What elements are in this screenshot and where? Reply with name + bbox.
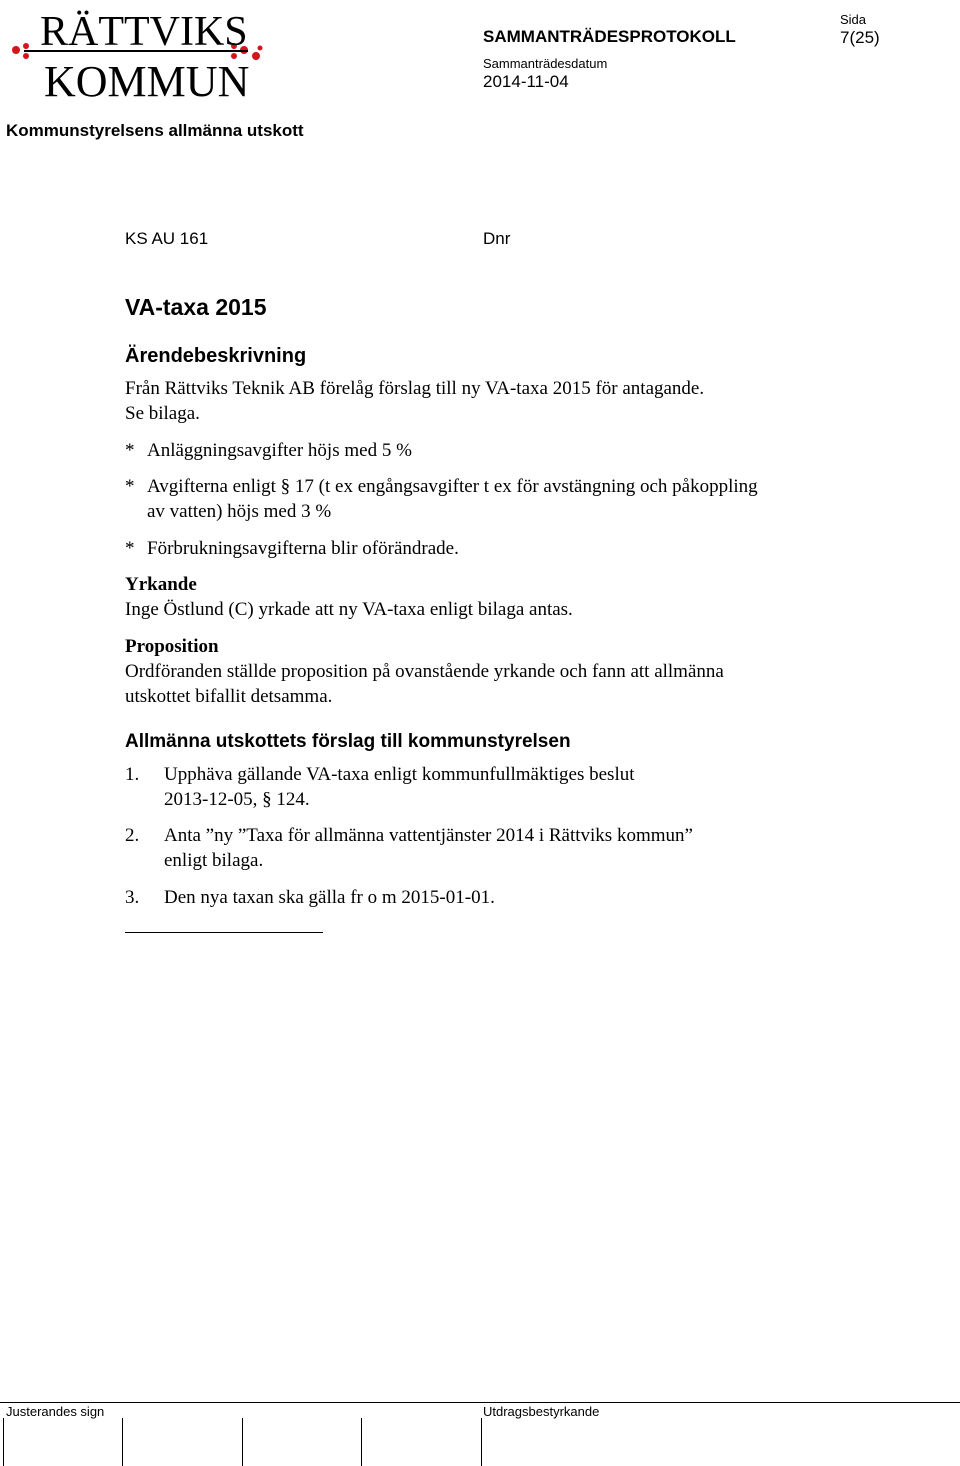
bullet-text: Förbrukningsavgifterna blir oförändrade.	[147, 538, 459, 559]
case-id: KS AU 161	[125, 229, 209, 248]
committee-name: Kommunstyrelsens allmänna utskott	[6, 121, 304, 140]
section-end-rule	[125, 932, 323, 933]
proposal-heading: Allmänna utskottets förslag till kommunstyrelsen	[125, 731, 571, 752]
bullet-item	[125, 438, 825, 463]
proposition-text: Ordföranden ställde proposition på ovanstående yrkande och fann att allmänna utskottet bifallit detsamma.	[125, 661, 724, 707]
bullet-marker: *	[125, 440, 135, 461]
dnr-label: Dnr	[483, 229, 511, 248]
proposal-item-number: 1.	[125, 764, 140, 785]
description-heading: Ärendebeskrivning	[125, 345, 307, 367]
page-number: 7(25)	[840, 28, 880, 47]
page-label: Sida	[840, 12, 867, 27]
bullet-marker: *	[125, 538, 135, 559]
signature-label: Justerandes sign	[6, 1404, 105, 1419]
description-line-1: Från Rättviks Teknik AB förelåg förslag till ny VA-taxa 2015 för antagande.	[125, 378, 705, 399]
proposal-item-text: Anta ”ny ”Taxa för allmänna vattentjänster 2014 i Rättviks kommun” enligt bilaga.	[164, 825, 693, 871]
bullet-marker: *	[125, 476, 135, 497]
yrkande-text: Inge Östlund (C) yrkade att ny VA-taxa enligt bilaga antas.	[125, 599, 573, 620]
signature-box-divider	[122, 1418, 123, 1466]
proposal-item	[125, 885, 825, 910]
logo-text-bottom: KOMMUN	[44, 57, 250, 100]
proposal-item-text: Den nya taxan ska gälla fr o m 2015-01-01.	[164, 887, 495, 908]
extract-certification-label: Utdragsbestyrkande	[483, 1404, 600, 1419]
bullet-text: Anläggningsavgifter höjs med 5 %	[147, 440, 412, 461]
proposal-item-number: 3.	[125, 887, 140, 908]
meeting-date: 2014-11-04	[483, 72, 569, 91]
bullet-item	[125, 536, 825, 561]
description-line-2: Se bilaga.	[125, 403, 200, 424]
bullet-text: Avgifterna enligt § 17 (t ex engångsavgifter t ex för avstängning och påkoppling av vatten) höjs med 3 %	[147, 476, 758, 522]
proposal-item	[125, 823, 825, 873]
proposal-item-number: 2.	[125, 825, 140, 846]
signature-box-divider	[361, 1418, 362, 1466]
footer-divider	[0, 1402, 960, 1403]
municipality-logo	[4, 4, 268, 100]
case-title: VA-taxa 2015	[125, 294, 267, 320]
proposal-item-text: Upphäva gällande VA-taxa enligt kommunfullmäktiges beslut 2013-12-05, § 124.	[164, 764, 635, 810]
signature-box-divider	[481, 1418, 482, 1466]
signature-box-divider	[242, 1418, 243, 1466]
document-type: SAMMANTRÄDESPROTOKOLL	[483, 27, 736, 46]
meeting-date-label: Sammanträdesdatum	[483, 56, 608, 71]
yrkande-heading: Yrkande	[125, 574, 197, 595]
proposition-heading: Proposition	[125, 636, 219, 657]
logo-text-top: RÄTTVIKS	[40, 9, 248, 55]
signature-box-divider	[3, 1418, 4, 1466]
proposal-item	[125, 762, 825, 812]
bullet-item	[125, 474, 825, 524]
